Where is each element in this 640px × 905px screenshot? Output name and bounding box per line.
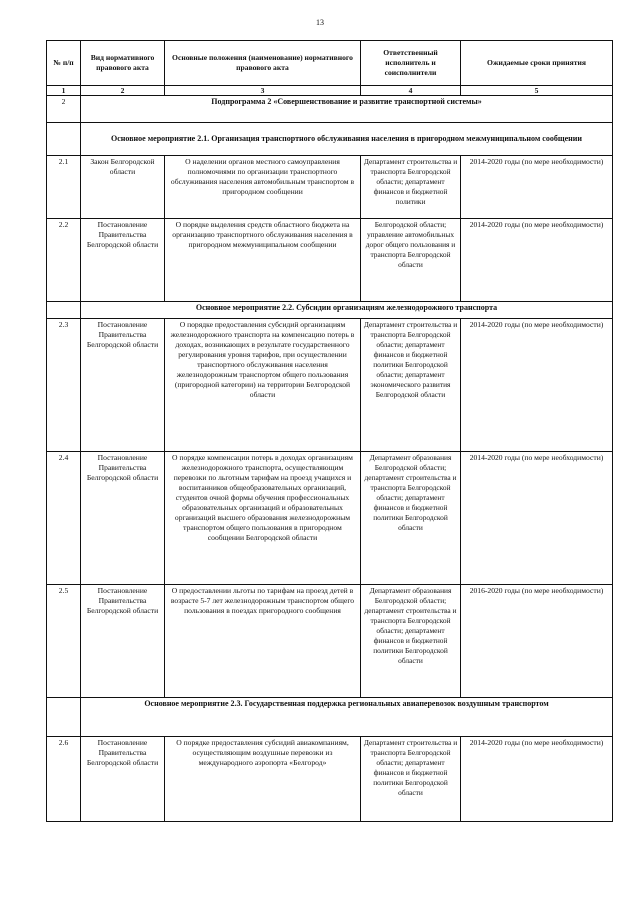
row-act-type: Постановление Правительства Белгородской области <box>81 585 165 698</box>
header-act-type: Вид нормативного правового акта <box>81 41 165 86</box>
row-num: 2.6 <box>47 737 81 822</box>
row-act-type: Постановление Правительства Белгородской области <box>81 319 165 452</box>
row-deadline: 2014-2020 годы (по мере необходимости) <box>461 219 613 302</box>
row-num: 2.2 <box>47 219 81 302</box>
column-number: 1 <box>47 86 81 96</box>
row-act-content: О порядке компенсации потерь в доходах организациям железнодорожного транспорта, осуществляющим перевозки по льготным тарифам на проезд учащихся и воспитанников общеобразовательных организаций, студентов очной формы обучения профессиональных образовательных организаций и образовательных организаций высшего образования железнодорожным транспортом общего пользования в пригородном сообщении Белгородской области <box>165 452 361 585</box>
measure-title: Основное мероприятие 2.2. Субсидии организациям железнодорожного транспорта <box>81 302 613 319</box>
measure-row <box>47 123 613 156</box>
table-row <box>47 452 613 585</box>
row-num: 2.3 <box>47 319 81 452</box>
row-deadline: 2014-2020 годы (по мере необходимости) <box>461 452 613 585</box>
table-row <box>47 219 613 302</box>
row-executor: Департамент строительства и транспорта Белгородской области; департамент финансов и бюджетной политики <box>361 156 461 219</box>
row-deadline: 2014-2020 годы (по мере необходимости) <box>461 319 613 452</box>
table-header-row <box>47 41 613 86</box>
row-act-content: О порядке выделения средств областного бюджета на организацию транспортного обслуживания населения в пригородном межмуниципальном сообщении <box>165 219 361 302</box>
table-row <box>47 319 613 452</box>
column-number: 5 <box>461 86 613 96</box>
row-act-type: Закон Белгородской области <box>81 156 165 219</box>
column-numbers-row <box>47 86 613 96</box>
row-executor: Департамент строительства и транспорта Белгородской области; департамент финансов и бюджетной политики Белгородской области; департамент экономического развития Белгородской области <box>361 319 461 452</box>
row-act-type: Постановление Правительства Белгородской области <box>81 452 165 585</box>
row-act-type: Постановление Правительства Белгородской области <box>81 219 165 302</box>
header-executor: Ответственный исполнитель и соисполнители <box>361 41 461 86</box>
row-act-content: О порядке предоставления субсидий организациям железнодорожного транспорта на компенсацию потерь в доходах, возникающих в результате государственного регулирования уровня тарифов, при осуществлении транспортного обслуживания населения железнодорожным транспортом общего пользования (пригородной категории) на территории Белгородской области <box>165 319 361 452</box>
row-num: 2.5 <box>47 585 81 698</box>
row-executor: Департамент образования Белгородской области; департамент строительства и транспорта Белгородской области; департамент финансов и бюджетной политики Белгородской области <box>361 585 461 698</box>
page-number: 13 <box>316 18 324 27</box>
measure-row <box>47 302 613 319</box>
empty-cell <box>47 698 81 737</box>
header-deadline: Ожидаемые сроки принятия <box>461 41 613 86</box>
table-row <box>47 585 613 698</box>
empty-cell <box>47 302 81 319</box>
subprogram-row <box>47 96 613 123</box>
empty-cell <box>47 123 81 156</box>
row-deadline: 2016-2020 годы (по мере необходимости) <box>461 585 613 698</box>
header-act-content: Основные положения (наименование) нормативного правового акта <box>165 41 361 86</box>
header-num: № п/п <box>47 41 81 86</box>
row-act-content: О наделении органов местного самоуправления полномочиями по организации транспортного обслуживания населения автомобильным транспортом в пригородном сообщении <box>165 156 361 219</box>
row-deadline: 2014-2020 годы (по мере необходимости) <box>461 156 613 219</box>
column-number: 2 <box>81 86 165 96</box>
table-row <box>47 737 613 822</box>
row-act-content: О предоставлении льготы по тарифам на проезд детей в возрасте 5-7 лет железнодорожным транспортом общего пользования в поездах пригородного сообщения <box>165 585 361 698</box>
row-deadline: 2014-2020 годы (по мере необходимости) <box>461 737 613 822</box>
subprogram-num: 2 <box>47 96 81 123</box>
row-act-content: О порядке предоставления субсидий авиакомпаниям, осуществляющим воздушные перевозки из международного аэропорта «Белгород» <box>165 737 361 822</box>
measure-title: Основное мероприятие 2.3. Государственная поддержка региональных авиаперевозок воздушным транспортом <box>81 698 613 737</box>
measure-title: Основное мероприятие 2.1. Организация транспортного обслуживания населения в пригородном межмуниципальном сообщении <box>81 123 613 156</box>
measure-row <box>47 698 613 737</box>
row-num: 2.4 <box>47 452 81 585</box>
table-row <box>47 156 613 219</box>
row-executor: Белгородской области; управление автомобильных дорог общего пользования и транспорта Белгородской области <box>361 219 461 302</box>
subprogram-title: Подпрограмма 2 «Совершенствование и развитие транспортной системы» <box>81 96 613 123</box>
row-num: 2.1 <box>47 156 81 219</box>
row-act-type: Постановление Правительства Белгородской области <box>81 737 165 822</box>
regulatory-acts-table <box>46 40 613 822</box>
column-number: 3 <box>165 86 361 96</box>
row-executor: Департамент образования Белгородской области; департамент строительства и транспорта Белгородской области; департамент финансов и бюджетной политики Белгородской области <box>361 452 461 585</box>
column-number: 4 <box>361 86 461 96</box>
row-executor: Департамент строительства и транспорта Белгородской области; департамент финансов и бюджетной политики Белгородской области <box>361 737 461 822</box>
